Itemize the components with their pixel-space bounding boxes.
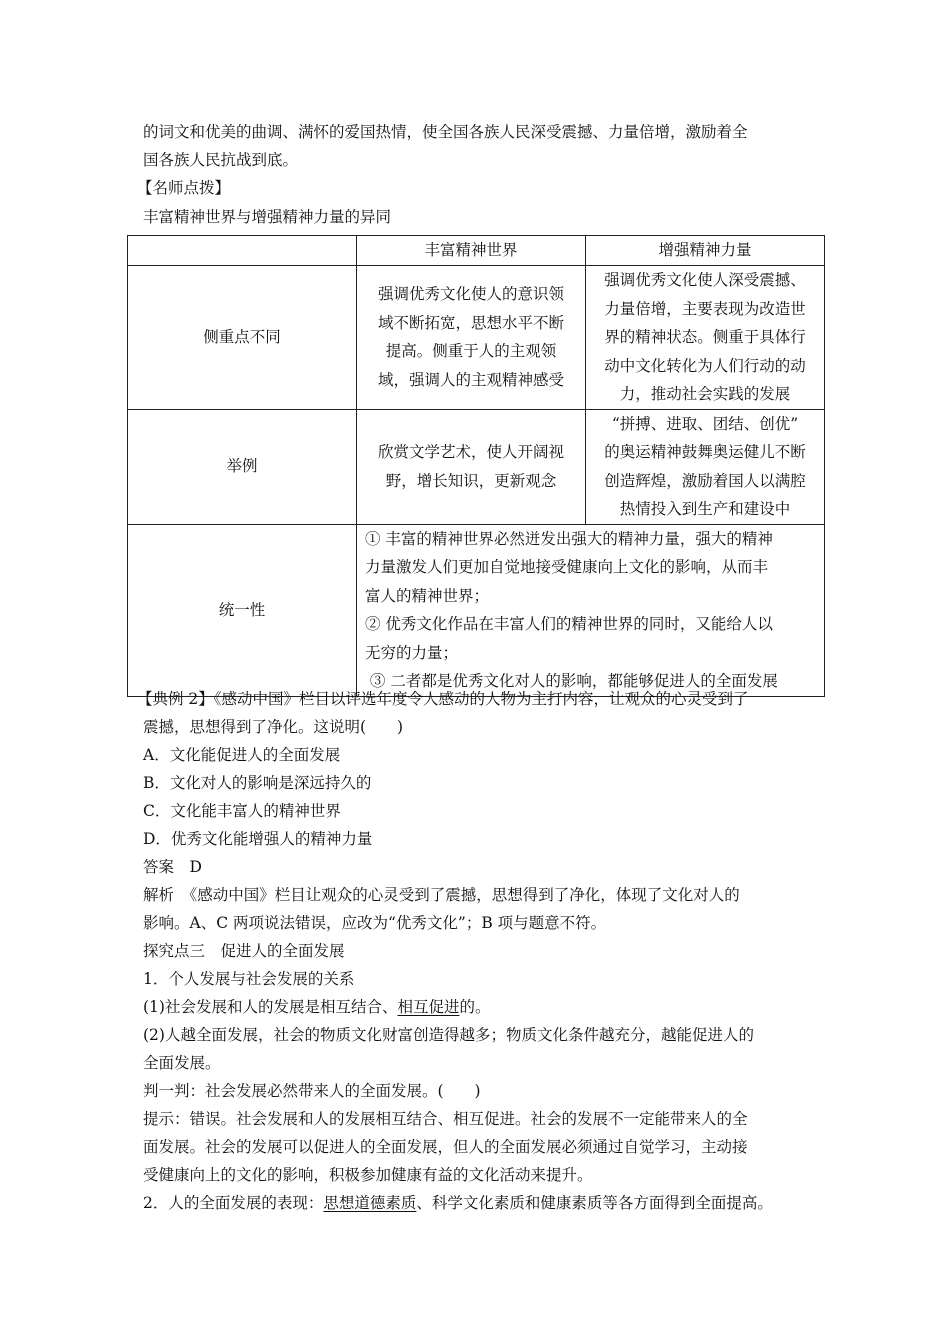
point-1-1: (1)社会发展和人的发展是相互结合、相互促进的。: [143, 998, 491, 1016]
point-2: 2．人的全面发展的表现：思想道德素质、科学文化素质和健康素质等各方面得到全面提高。: [143, 1194, 773, 1212]
answer: 答案 D: [143, 858, 202, 876]
row-example-col1: 欣赏文学艺术，使人开阔视 野，增长知识，更新观念: [357, 409, 586, 524]
table-row: [128, 524, 825, 696]
row-label-focus: 侧重点不同: [128, 266, 357, 410]
option-b: B．文化对人的影响是深远持久的: [143, 774, 372, 792]
judge-question: 判一判：社会发展必然带来人的全面发展。( ): [143, 1082, 481, 1100]
table-row: [128, 266, 825, 410]
hint-line-2: 面发展。社会的发展可以促进人的全面发展，但人的全面发展必须通过自觉学习，主动接: [143, 1138, 748, 1156]
table-row: [128, 409, 825, 524]
option-d: D．优秀文化能增强人的精神力量: [143, 830, 373, 848]
point-1-2-line-1: (2)人越全面发展，社会的物质文化财富创造得越多；物质文化条件越充分，越能促进人的: [143, 1026, 754, 1044]
tips-heading: 【名师点拨】: [137, 179, 231, 197]
analysis-line-2: 影响。A、C 两项说法错误，应改为“优秀文化”；B 项与题意不符。: [143, 914, 607, 932]
hint-line-3: 受健康向上的文化的影响，积极参加健康有益的文化活动来提升。: [143, 1166, 593, 1184]
example-question-line-1: 【典例 2】《感动中国》栏目以评选年度令人感动的人物为主打内容，让观众的心灵受到了: [137, 690, 749, 708]
row-label-example: 举例: [128, 409, 357, 524]
table-header-row: [128, 236, 825, 266]
table-header-col1: 丰富精神世界: [357, 236, 586, 266]
comparison-table: [127, 235, 825, 697]
row-focus-col2: 强调优秀文化使人深受震撼、 力量倍增，主要表现为改造世 界的精神状态。侧重于具体行 动中文化转化为人们行动的动 力，推动社会实践的发展: [586, 266, 825, 410]
option-a: A．文化能促进人的全面发展: [143, 746, 341, 764]
intro-line-2: 国各族人民抗战到底。: [143, 151, 299, 169]
tips-subtitle: 丰富精神世界与增强精神力量的异同: [143, 208, 392, 226]
section-title: 探究点三 促进人的全面发展: [143, 942, 345, 960]
table-header-col2: 增强精神力量: [586, 236, 825, 266]
hint-line-1: 提示：错误。社会发展和人的发展相互结合、相互促进。社会的发展不一定能带来人的全: [143, 1110, 748, 1128]
row-unity-content: ① 丰富的精神世界必然迸发出强大的精神力量，强大的精神 力量激发人们更加自觉地接受健康向上文化的影响，从而丰 富人的精神世界； ② 优秀文化作品在丰富人们的精神世界的同时，又能给人以 无穷的力量； ③ 二者都是优秀文化对人的影响，都能够促进人的全面发展: [357, 524, 825, 696]
table-header-empty: [128, 236, 357, 266]
underlined-term: 思想道德素质: [323, 1194, 417, 1212]
point-1: 1．个人发展与社会发展的关系: [143, 970, 355, 988]
intro-line-1: 的词文和优美的曲调、满怀的爱国热情，使全国各族人民深受震撼、力量倍增，激励着全: [143, 123, 748, 141]
underlined-term: 相互促进: [397, 998, 460, 1016]
row-label-unity: 统一性: [128, 524, 357, 696]
row-example-col2: “拼搏、进取、团结、创优” 的奥运精神鼓舞奥运健儿不断 创造辉煌，激励着国人以满腔 热情投入到生产和建设中: [586, 409, 825, 524]
option-c: C．文化能丰富人的精神世界: [143, 802, 341, 820]
row-focus-col1: 强调优秀文化使人的意识领 域不断拓宽，思想水平不断 提高。侧重于人的主观领 域，强调人的主观精神感受: [357, 266, 586, 410]
analysis-line-1: 解析 《感动中国》栏目让观众的心灵受到了震撼，思想得到了净化，体现了文化对人的: [143, 886, 740, 904]
example-question-line-2: 震撼，思想得到了净化。这说明( ): [143, 718, 404, 736]
point-1-2-line-2: 全面发展。: [143, 1054, 221, 1072]
